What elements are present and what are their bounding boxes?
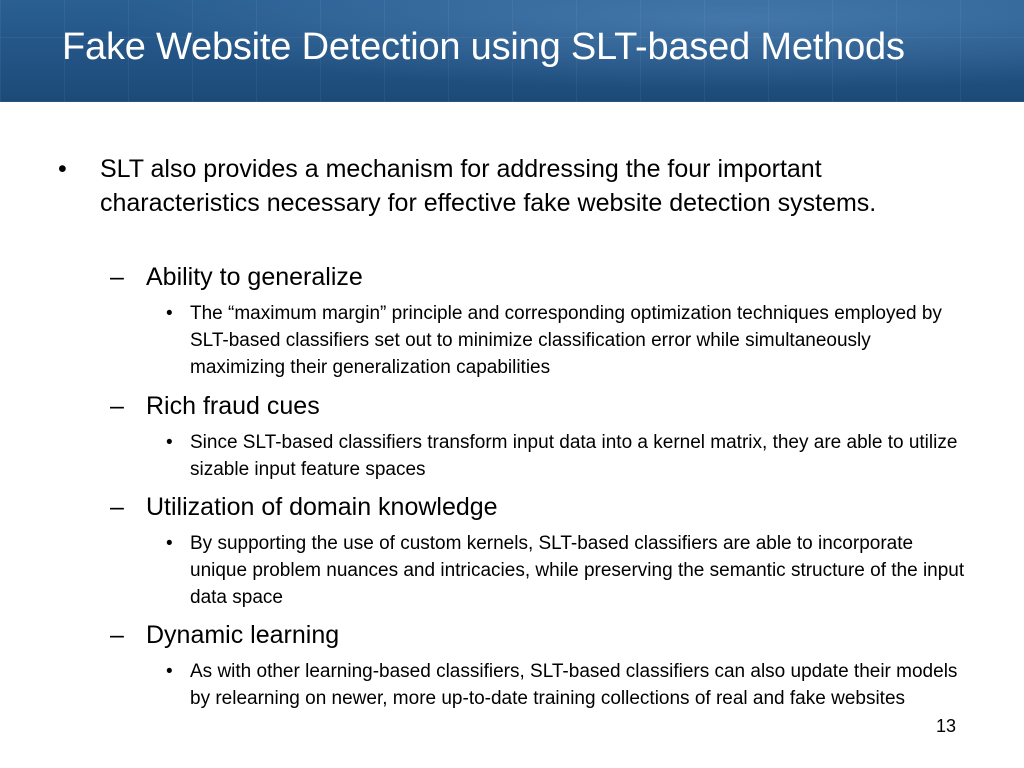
characteristic-detail — [166, 300, 966, 381]
dash-icon: – — [110, 493, 124, 521]
characteristic-detail-text: By supporting the use of custom kernels, SLT-based classifiers are able to incorporate unique problem nuances and intricacies, while preserving the semantic structure of the input data space — [190, 533, 965, 608]
bullet-icon: • — [166, 533, 173, 554]
main-bullet-text: SLT also provides a mechanism for addressing the four important characteristics necessary for effective fake website detection systems. — [100, 155, 877, 217]
dash-icon: – — [110, 621, 124, 649]
characteristic-heading-text: Rich fraud cues — [146, 392, 320, 420]
characteristic-detail — [166, 429, 966, 483]
characteristic-heading — [110, 262, 950, 292]
main-bullet — [58, 152, 958, 220]
slide-title: Fake Website Detection using SLT-based Methods — [62, 26, 905, 68]
characteristic-detail — [166, 530, 966, 611]
bullet-icon: • — [166, 661, 173, 682]
dash-icon: – — [110, 392, 124, 420]
characteristic-detail-text: As with other learning-based classifiers, SLT-based classifiers can also update their models by relearning on newer, more up-to-date training collections of real and fake websites — [190, 661, 958, 709]
characteristic-detail — [166, 658, 966, 712]
title-banner — [0, 0, 1024, 102]
bullet-icon: • — [166, 303, 173, 324]
characteristic-heading — [110, 391, 950, 421]
characteristic-heading-text: Dynamic learning — [146, 621, 340, 649]
characteristic-heading-text: Ability to generalize — [146, 263, 363, 291]
characteristic-detail-text: The “maximum margin” principle and corresponding optimization techniques employed by SLT-based classifiers set out to minimize classification error while simultaneously maximizing their generalization capabilities — [190, 303, 942, 378]
characteristic-heading — [110, 492, 950, 522]
page-number: 13 — [936, 716, 957, 736]
characteristic-heading — [110, 620, 950, 650]
dash-icon: – — [110, 263, 124, 291]
bullet-icon: • — [58, 155, 67, 183]
characteristic-heading-text: Utilization of domain knowledge — [146, 493, 498, 521]
characteristic-detail-text: Since SLT-based classifiers transform input data into a kernel matrix, they are able to utilize sizable input feature spaces — [190, 432, 958, 480]
bullet-icon: • — [166, 432, 173, 453]
